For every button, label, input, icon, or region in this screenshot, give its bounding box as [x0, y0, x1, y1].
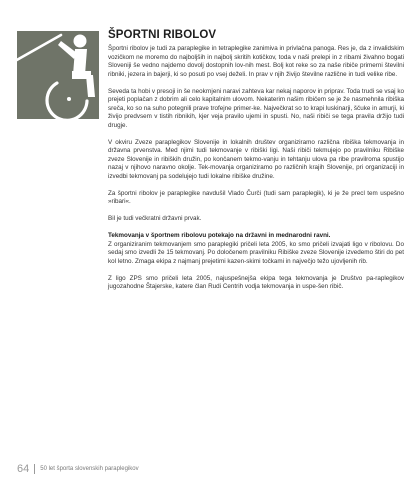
paragraph: Z ligo ZPS smo pričeli leta 2005, najuspešnejša ekipa tega tekmovanja je Društvo pa-raplegikov jugozahodne Štajerske, katere član Rudi Centrih vodja tekmovanja in uspe-šen ribič.: [108, 274, 404, 290]
paragraph: V okviru Zveze paraplegikov Slovenije in lokalnih društev organiziramo različna ribiška tekmovanja in državna prvenstva. Med njimi tudi tekmovanje v ribiški ligi. Naši ribiči tekmujejo po pravilniku Ribiške zveze Slovenije in ribiških družin, po končanem tekmo-vanju in tehtanju ulova pa ribe pravilroma spustijo nazaj v njihovo naravno okolje. Tek-movanja organiziramo po različnih krajih Slovenije, pri organizaciji in izvedbi tekmovanj pa sodelujejo tudi lokalne ribiške družine.: [108, 138, 404, 180]
paralympic-fishing-icon-box: [17, 31, 99, 119]
paragraph: Za športni ribolov je paraplegike navdušil Vlado Čurči (tudi sam paraplegik), ki je že precl tem uspešno »ribari«.: [108, 189, 404, 205]
page-footer: [17, 463, 139, 475]
page-number: 64: [17, 463, 30, 475]
paragraph: Bil je tudi večkratni državni prvak.: [108, 215, 202, 222]
paralympic-fishing-icon: [17, 31, 99, 119]
article-body: [108, 45, 404, 300]
footer-text: 50 let športa slovenskih paraplegikov: [40, 466, 139, 472]
page-title: ŠPORTNI RIBOLOV: [108, 29, 217, 41]
subheading: Tekmovanja v športnem ribolovu potekajo na državni in mednarodni ravni.: [108, 232, 331, 239]
paragraph: Športni ribolov je tudi za paraplegike in tetraplegike zanimiva in privlačna panoga. Res je, da z invalidskim vozičkom ne moremo do najboljših in najbolj skritih kotičkov, toda v naši prelepi in z ribami živahno bogati Sloveniji še vedno najdemo dovolj dostopnih lov-nih mest. Bolj kot reke so za naše ribiče primerni številni ribniki, jezera in bajerji, ki so posuti po vsej deželi. In prav v njih živijo številne različne in tudi velike ribe.: [108, 45, 404, 78]
footer-divider: [34, 464, 35, 474]
paragraph: Z organiziranim tekmovanjem smo paraplegiki pričeli leta 2005, ko smo pričeli izvajati ligo v ribolovu. Do sedaj smo izvedli že 15 tekmovanj. Po določenem pravilniku Ribiške zveze Slovenije izvedemo štiri do pet kol letno. Zmaga ekipa z najmanj prejetimi kazen-skimi točkami in največjo težo ujovljenih rib.: [108, 240, 404, 265]
paragraph: Seveda ta hobi v presoji in še neokrnjeni naravi zahteva kar nekaj naporov in priprav. Toda trudi se vsaj ko prejeti poplačan z dobrim ali celo kapitalnim ulovom. Nekaterim našim ribičem se je že nasmehnila ribiška sreča, ko so na suho potegnili prave trofejne primer-ke. Največkrat so to krapi luskinarji, ščuke in amurji, ki živijo predvsem v tistih ribnikih, kjer veja pravilo ujemi in spusti. No, naši ribiči se tega pravila držijo tudi drugje.: [108, 87, 404, 129]
